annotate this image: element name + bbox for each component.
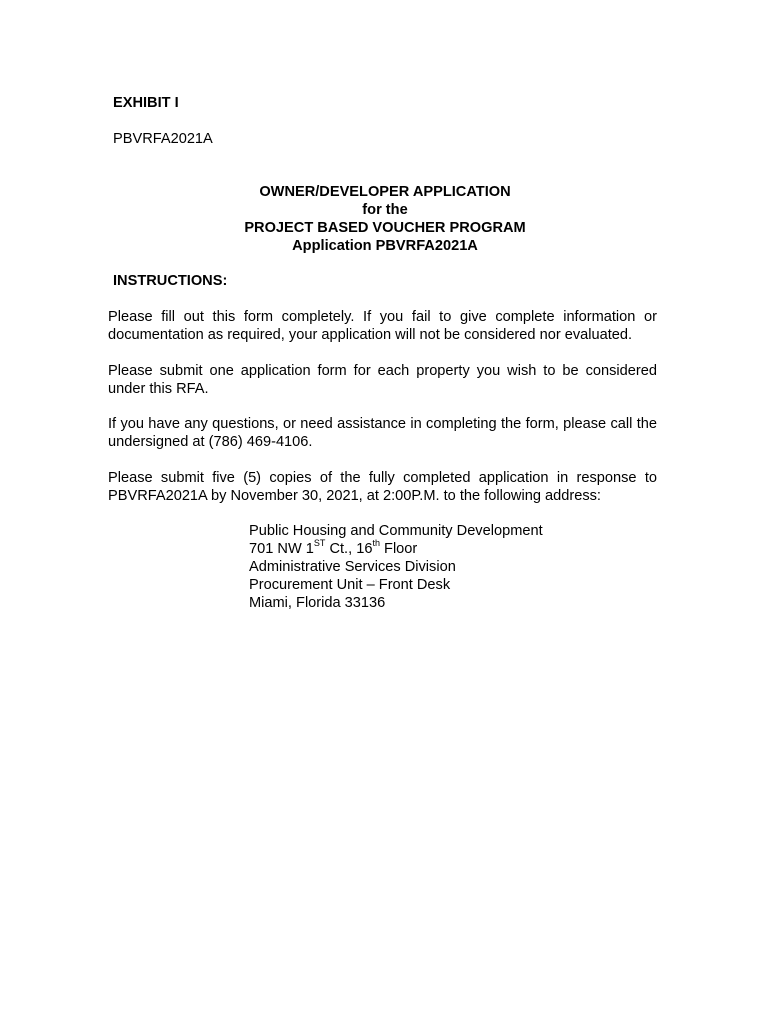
address-line-2: 701 NW 1ST Ct., 16th Floor <box>249 538 418 557</box>
document-title <box>108 183 662 255</box>
instruction-paragraph: If you have any questions, or need assistance in completing the form, please call the undersigned at (786) 469-4106. <box>108 416 657 450</box>
title-line-1: OWNER/DEVELOPER APPLICATION <box>259 184 511 200</box>
address-line-4: Procurement Unit – Front Desk <box>249 577 451 593</box>
title-line-2: for the <box>362 202 408 218</box>
instruction-paragraph: Please submit one application form for each property you wish to be considered under this RFA. <box>108 363 657 397</box>
title-line-4: Application PBVRFA2021A <box>292 238 478 254</box>
mailing-address <box>249 522 543 612</box>
address-line-3: Administrative Services Division <box>249 559 456 575</box>
title-line-3: PROJECT BASED VOUCHER PROGRAM <box>244 220 526 236</box>
instruction-paragraph: Please submit five (5) copies of the fully completed application in response to PBVRFA2021A by November 30, 2021, at 2:00P.M. to the following address: <box>108 470 657 504</box>
instructions-heading: INSTRUCTIONS: <box>113 273 228 289</box>
address-line-1: Public Housing and Community Development <box>249 523 543 539</box>
exhibit-label: EXHIBIT I <box>113 95 179 111</box>
rfa-reference: PBVRFA2021A <box>113 131 213 147</box>
instruction-paragraph: Please fill out this form completely. If you fail to give complete information or documentation as required, your application will not be considered nor evaluated. <box>108 309 657 343</box>
address-line-5: Miami, Florida 33136 <box>249 595 386 611</box>
